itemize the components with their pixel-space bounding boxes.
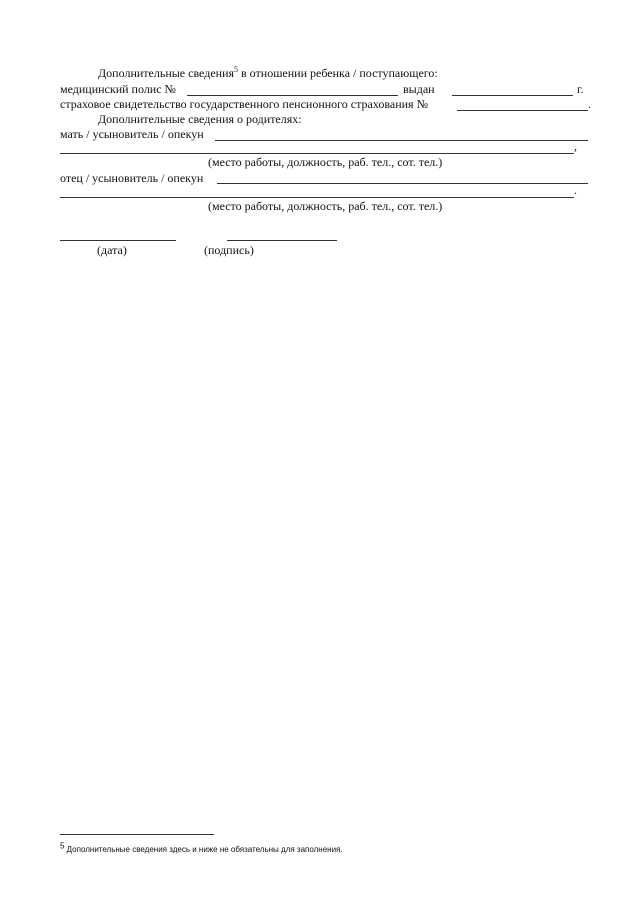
father-label: отец / усыновитель / опекун (60, 171, 204, 185)
footnote-separator (60, 834, 214, 835)
policy-number-field[interactable] (187, 95, 398, 96)
mother-field-line-1[interactable] (215, 140, 588, 141)
mother-field-hint: (место работы, должность, раб. тел., сот. тел.) (208, 155, 443, 169)
father-field-hint: (место работы, должность, раб. тел., сот. тел.) (208, 199, 443, 213)
footnote-marker: 5 (60, 841, 65, 851)
father-field-line-2[interactable] (60, 197, 574, 198)
father-end-mark: . (574, 183, 577, 197)
date-caption: (дата) (97, 243, 127, 257)
footnote (60, 841, 343, 855)
child-info-heading (98, 66, 438, 80)
child-info-heading-text: Дополнительные сведения (98, 66, 235, 80)
pension-certificate-label: страховое свидетельство государственного пенсионного страхования № (60, 97, 429, 111)
mother-field-line-2[interactable] (60, 153, 574, 154)
date-field[interactable] (60, 240, 176, 241)
issued-label: выдан (403, 82, 435, 96)
father-field-line-1[interactable] (217, 183, 588, 184)
footnote-text: Дополнительные сведения здесь и ниже не обязательны для заполнения. (64, 845, 343, 854)
mother-end-mark: , (574, 139, 577, 153)
policy-label: медицинский полис № (60, 82, 177, 96)
footnote-ref: 5 (234, 65, 239, 74)
signature-field[interactable] (227, 240, 337, 241)
pension-certificate-field[interactable] (457, 110, 588, 111)
mother-label: мать / усыновитель / опекун (60, 127, 204, 141)
signature-caption: (подпись) (204, 243, 254, 257)
pension-end-mark: . (588, 97, 591, 111)
year-suffix: г. (577, 82, 584, 96)
policy-issued-date-field[interactable] (452, 95, 573, 96)
child-info-heading-suffix: в отношении ребенка / поступающего: (238, 66, 438, 80)
parents-info-heading: Дополнительные сведения о родителях: (98, 112, 302, 126)
